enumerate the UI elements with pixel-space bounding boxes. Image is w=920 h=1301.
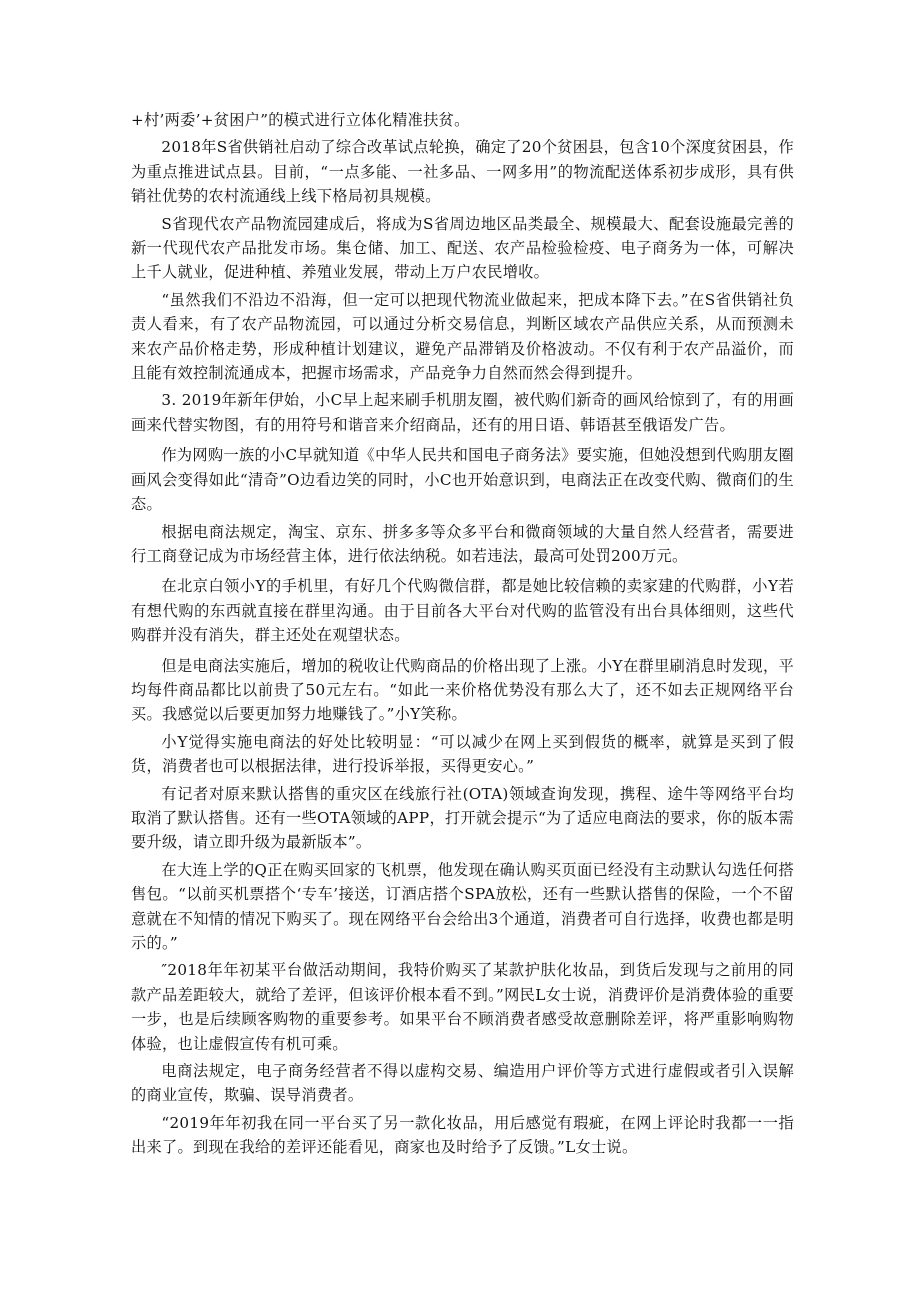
paragraph-business-registration: 根据电商法规定，淘宝、京东、拼多多等众多平台和微商领域的大量自然人经营者，需要进行工商登记成为市场经营主体，进行依法纳税。如若违法，最高可处罚200万元。 [131,522,794,565]
paragraph-review-visible: “2019年年初我在同一平台买了另一款化妆品，用后感觉有瑕疵，在网上评论时我都一一指出来了。到现在我给的差评还能看见，商家也及时给予了反馈。”L女士说。 [131,1113,794,1157]
paragraph-false-advertising-rule: 电商法规定，电子商务经营者不得以虚构交易、编造用户评价等方式进行虚假或者引入误解的商业宣传，欺骗、误导消费者。 [131,1062,794,1105]
paragraph-benefits: 小Y觉得实施电商法的好处比较明显：“可以减少在网上买到假货的概率，就算是买到了假货，消费者也可以根据法律，进行投诉举报，买得更安心。” [131,732,794,776]
paragraph-wechat-groups: 在北京白领小Y的手机里，有好几个代购微信群，都是她比较信赖的卖家建的代购群，小Y若有想代购的东西就直接在群里沟通。由于目前各大平台对代购的监管没有出台具体细则，这些代购群并没有消失，群主还处在观望状态。 [131,577,794,645]
paragraph-ota-bundling: 有记者对原来默认搭售的重灾区在线旅行社(OTA)领域查询发现，携程、途牛等网络平台均取消了默认搭售。还有一些OTA领域的APP，打开就会提示“为了适应电商法的要求，你的版本需要升级，请立即升级为最新版本”。 [131,784,794,852]
paragraph-price-increase: 但是电商法实施后，增加的税收让代购商品的价格出现了上涨。小Y在群里刷消息时发现，平均每件商品都比以前贵了50元左右。“如此一来价格优势没有那么大了，还不如去正规网络平台买。我感觉以后要更加努力地赚钱了。”小Y笑称。 [131,656,794,724]
paragraph-poverty-model: +村’两委’+贫困户”的模式进行立体化精准扶贫。 [131,111,470,129]
paragraph-logistics-park: S省现代农产品物流园建成后，将成为S省周边地区品类最全、规模最大、配套设施最完善的新一代现代农产品批发市场。集仓储、加工、配送、农产品检验检疫、电子商务为一体，可解决上千人就业，促进种植、养殖业发展，带动上万户农民增收。 [131,214,794,282]
paragraph-negative-review: ″2018年年初某平台做活动期间，我特价购买了某款护肤化妆品，到货后发现与之前用的同款产品差距较大，就给了差评，但该评价根本看不到。”网民L女士说，消费评价是消费体验的重要一步，也是后续顾客购物的重要参考。如果平台不顾消费者感受故意删除差评，将严重影响购物体验，也让虚假宣传有机可乘。 [131,961,794,1053]
paragraph-supply-coop-reform: 2018年S省供销社启动了综合改革试点轮换，确定了20个贫困县，包含10个深度贫困县，作为重点推进试点县。目前，“一点多能、一社多品、一网多用”的物流配送体系初步成形，具有供销社优势的农村流通线上线下格局初具规模。 [131,138,794,206]
paragraph-flight-tickets: 在大连上学的Q正在购买回家的飞机票，他发现在确认购买页面已经没有主动默认勾选任何搭售包。“以前买机票搭个‘专车’接送，订酒店搭个SPA放松，还有一些默认搭售的保险，一个不留意就在不知情的情况下购买了。现在网络平台会给出3个通道，消费者可自行选择，收费也都是明示的。” [131,860,794,952]
paragraph-ecommerce-law-awareness: 作为网购一族的小C早就知道《中华人民共和国电子商务法》要实施，但她没想到代购朋友圈画风会变得如此“清奇”O边看边笑的同时，小C也开始意识到，电商法正在改变代购、微商们的生态。 [131,446,794,514]
paragraph-modern-logistics-quote: “虽然我们不沿边不沿海，但一定可以把现代物流业做起来，把成本降下去。”在S省供销社负责人看来，有了农产品物流园，可以通过分析交易信息，判断区域农产品供应关系，从而预测未来农产品价格走势，形成种植计划建议，避免产品滞销及价格波动。不仅有利于农产品溢价，而且能有效控制流通成本，把握市场需求，产品竞争力自然而然会得到提升。 [131,290,794,383]
document-page [131,108,794,1160]
paragraph-new-year-daigou: 3. 2019年新年伊始，小C早上起来刷手机朋友圈，被代购们新奇的画风给惊到了，有的用画画来代替实物图，有的用符号和谐音来介绍商品，还有的用日语、韩语甚至俄语发广告。 [131,391,794,434]
